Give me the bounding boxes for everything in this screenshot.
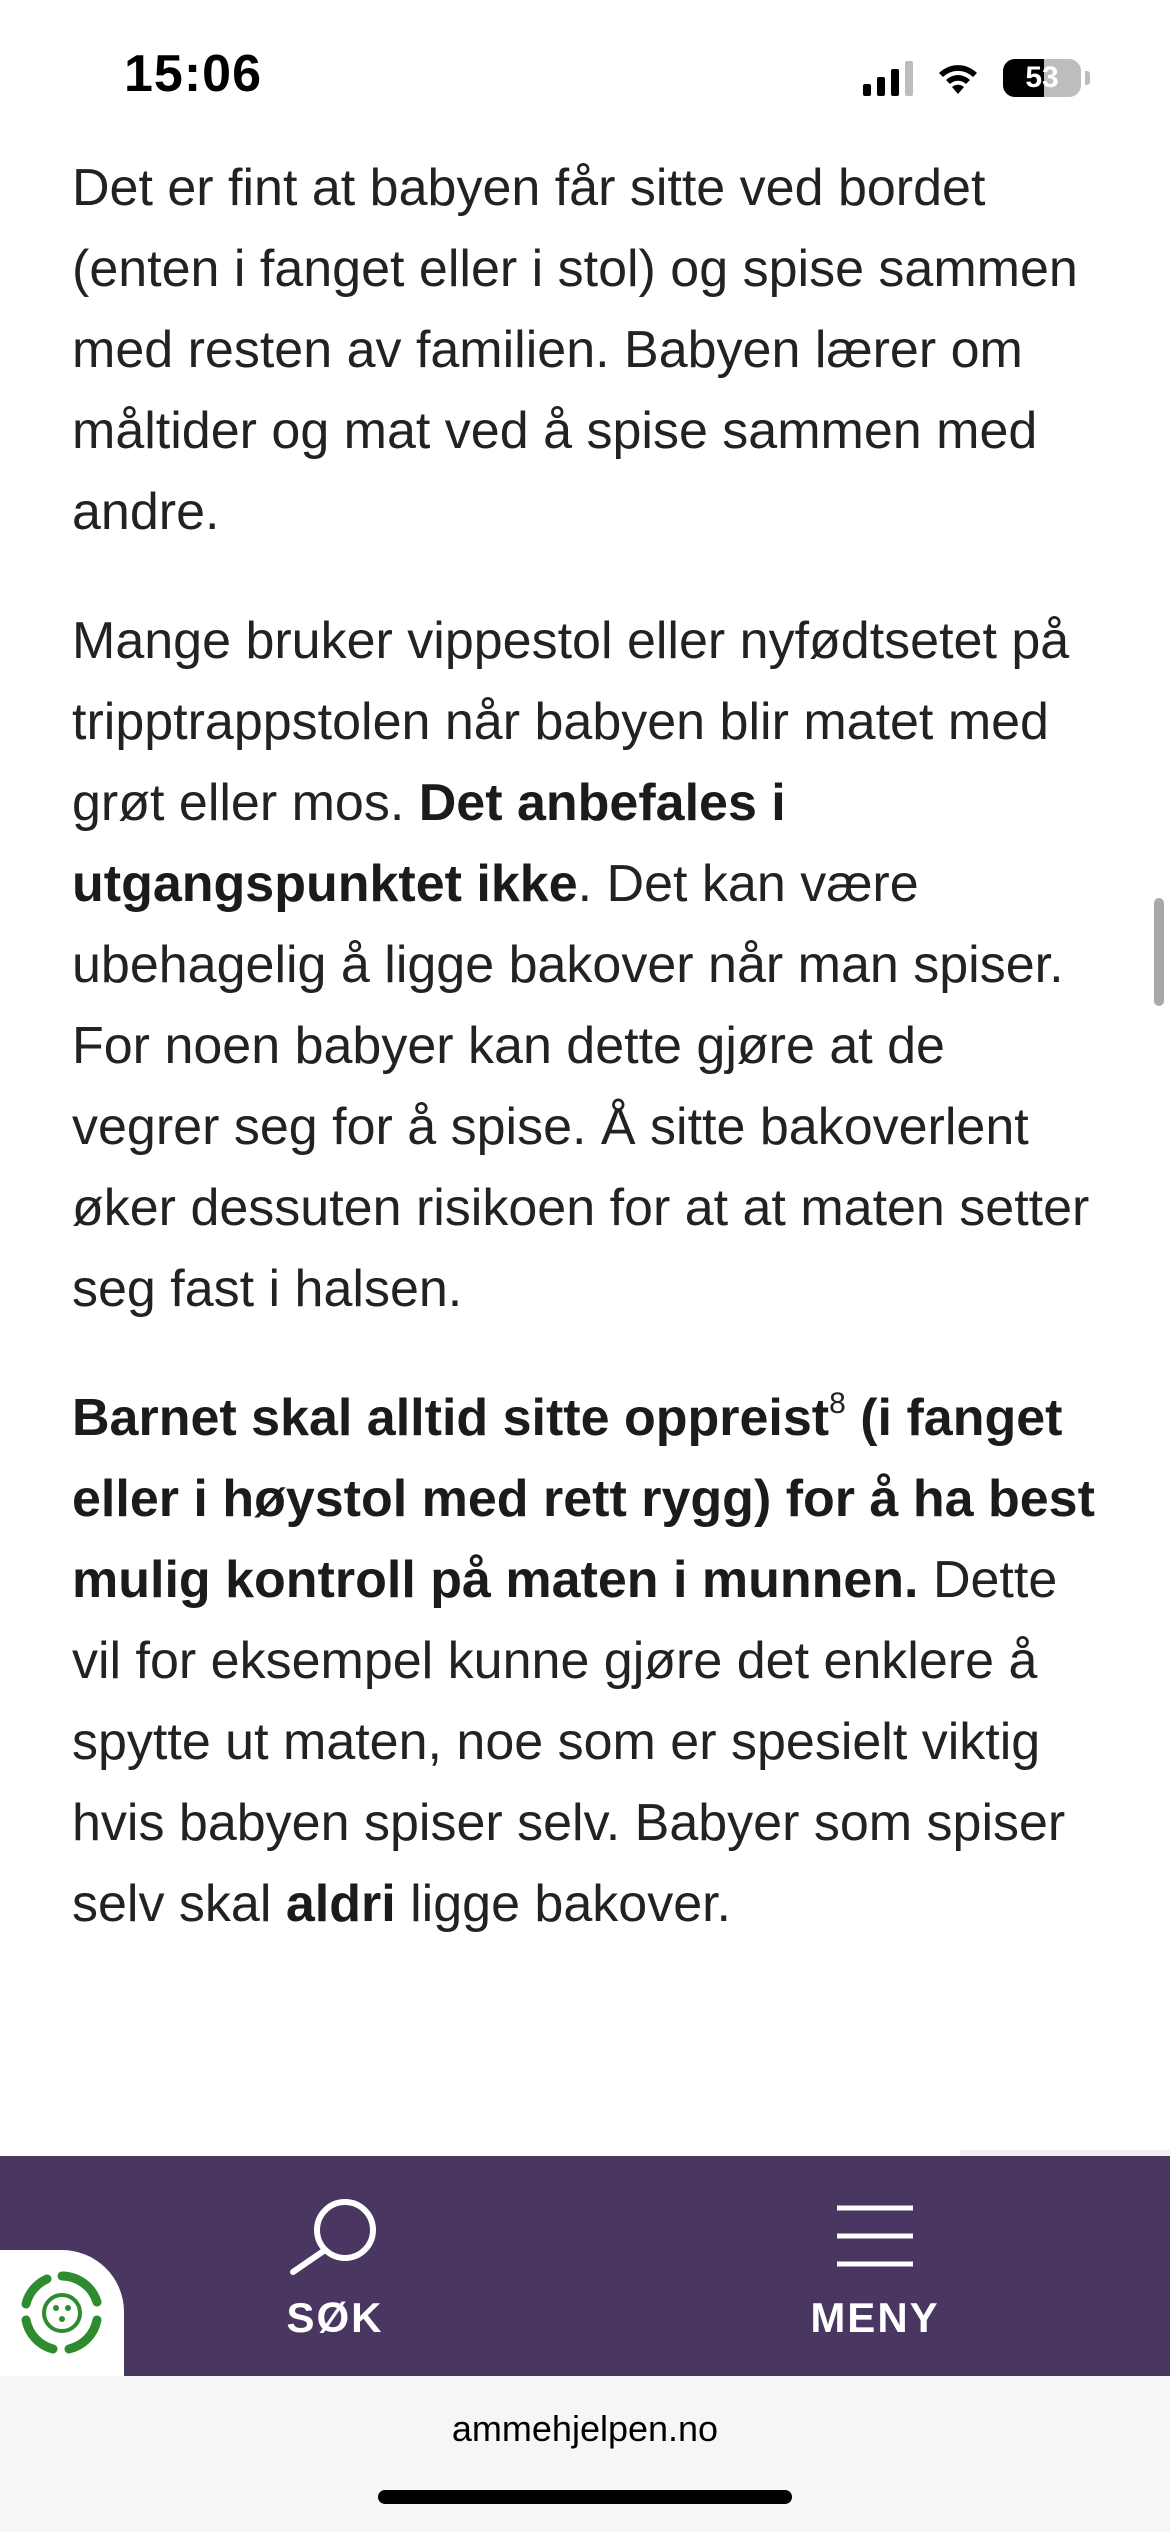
paragraph-2 [72, 601, 1102, 1330]
status-icons [863, 56, 1090, 100]
scrollbar[interactable] [1154, 898, 1164, 1006]
hamburger-menu-icon [835, 2198, 915, 2276]
paragraph-2-bold: Det anbefales i utgangspunktet ikke [72, 774, 786, 913]
footnote-link[interactable]: 8 [829, 1387, 846, 1420]
status-time: 15:06 [124, 45, 262, 103]
paragraph-3-text-a: Dette vil for eksempel kunne gjøre det enklere å spytte ut maten, noe som er spesielt viktig hvis babyen spiser selv. Babyer som spiser selv skal [72, 1551, 1066, 1933]
menu-button[interactable] [800, 2198, 950, 2342]
article-body [72, 148, 1102, 1993]
paragraph-3-text-b: ligge bakover. [395, 1875, 732, 1933]
menu-label: MENY [810, 2294, 940, 2341]
paragraph-2-text-a: Mange bruker vippestol eller nyfødtsetet på tripptrappstolen når babyen blir matet med grøt eller mos. [72, 612, 1070, 832]
battery-icon [1003, 59, 1081, 97]
url-text[interactable]: ammehjelpen.no [451, 2408, 719, 2449]
paragraph-3-bold-a: Barnet skal alltid sitte oppreist [72, 1389, 830, 1447]
paragraph-2-text-b: . Det kan være ubehagelig å ligge bakover når man spiser. For noen babyer kan dette gjøre at de vegrer seg for å spise. Å sitte bakoverlent øker dessuten risikoen for at at maten setter seg fast i halsen. [72, 855, 1090, 1318]
search-icon [285, 2198, 385, 2276]
search-label: SØK [286, 2294, 384, 2341]
browser-address-bar[interactable] [0, 2376, 1170, 2532]
wifi-icon [935, 60, 981, 96]
paragraph-3-bold-b: (i fanget eller i høystol med rett rygg) for å ha best mulig kontroll på maten i munnen. [72, 1389, 1095, 1609]
cellular-signal-icon [863, 60, 913, 96]
ammehjelpen-logo-icon [17, 2268, 107, 2358]
paragraph-3 [72, 1378, 1102, 1945]
status-bar [0, 0, 1170, 150]
search-button[interactable] [280, 2198, 390, 2342]
logo-button[interactable] [0, 2250, 124, 2376]
bottom-nav [0, 2156, 1170, 2376]
battery-cap [1085, 71, 1090, 85]
battery-level: 53 [1025, 61, 1059, 94]
paragraph-3-bold-c: aldri [285, 1875, 396, 1933]
paragraph-1 [72, 148, 1102, 553]
paragraph-1-text: Det er fint at babyen får sitte ved bordet (enten i fanget eller i stol) og spise sammen med resten av familien. Babyen lærer om måltider og mat ved å spise sammen med andre. [72, 159, 1078, 541]
home-indicator[interactable] [378, 2490, 792, 2504]
